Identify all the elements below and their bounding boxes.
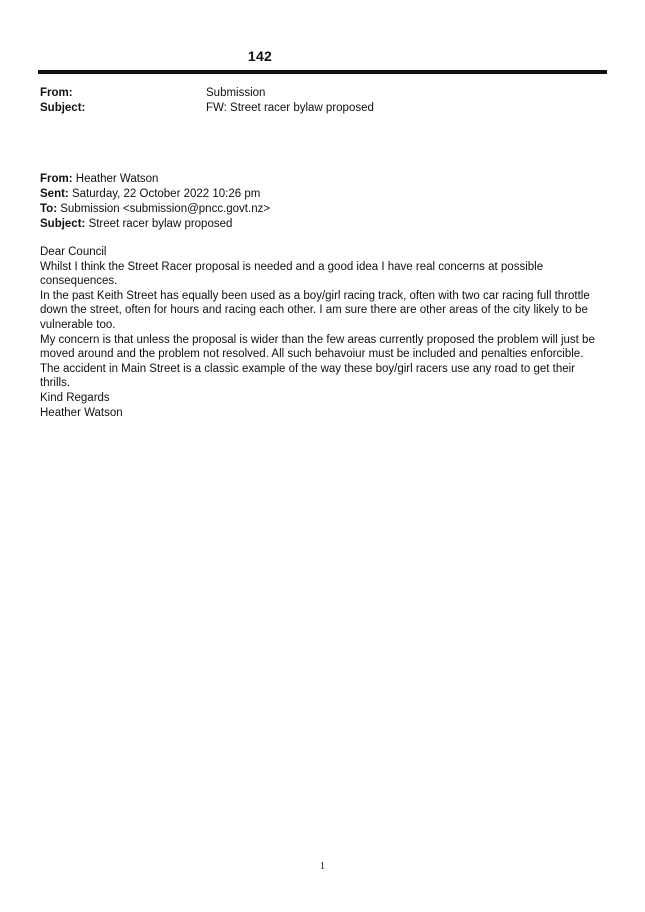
body-paragraph: The accident in Main Street is a classic example of the way these boy/girl racers use any road to get their thrills. [40,362,576,390]
body-paragraph: My concern is that unless the proposal is wider than the few areas currently proposed the problem will just be moved around and the problem not resolved. All such behavoiur must be included and penalties enforcible. [40,333,595,361]
forwarded-to-value: Submission <submission@pncc.govt.nz> [57,203,271,215]
forwarded-header [40,172,600,232]
forwarded-sent-label: Sent: [40,188,69,200]
body-paragraph: Whilst I think the Street Racer proposal is needed and a good idea I have real concerns at possible consequences. [40,260,544,288]
header-from-row [40,86,600,101]
forwarded-subject-label: Subject: [40,218,86,230]
document-number: 142 [247,48,273,64]
subject-value: FW: Street racer bylaw proposed [206,102,374,114]
forwarded-to-label: To: [40,203,58,215]
forwarded-subject-value: Street racer bylaw proposed [85,218,233,230]
from-label: From: [40,87,73,99]
forwarded-from-row [40,172,600,187]
from-value: Submission [206,87,266,99]
signature: Heather Watson [40,406,123,419]
forwarded-to-row [40,202,600,217]
body-paragraph: In the past Keith Street has equally been used as a boy/girl racing track, often with two car racing full throttle down the street, often for hours and racing each other. I am sure there are other areas of the city likely to be vulnerable too. [40,289,590,331]
page-number: 1 [320,861,325,872]
header-subject-row [40,101,600,116]
forwarded-from-label: From: [40,173,73,185]
greeting: Dear Council [40,246,107,258]
email-header [40,86,600,116]
forwarded-subject-row [40,217,600,232]
subject-label: Subject: [40,102,86,114]
forwarded-from-value: Heather Watson [72,173,159,185]
email-body [40,245,600,420]
forwarded-sent-row [40,187,600,202]
header-divider [38,70,607,74]
forwarded-sent-value: Saturday, 22 October 2022 10:26 pm [68,188,261,200]
closing: Kind Regards [40,391,110,404]
